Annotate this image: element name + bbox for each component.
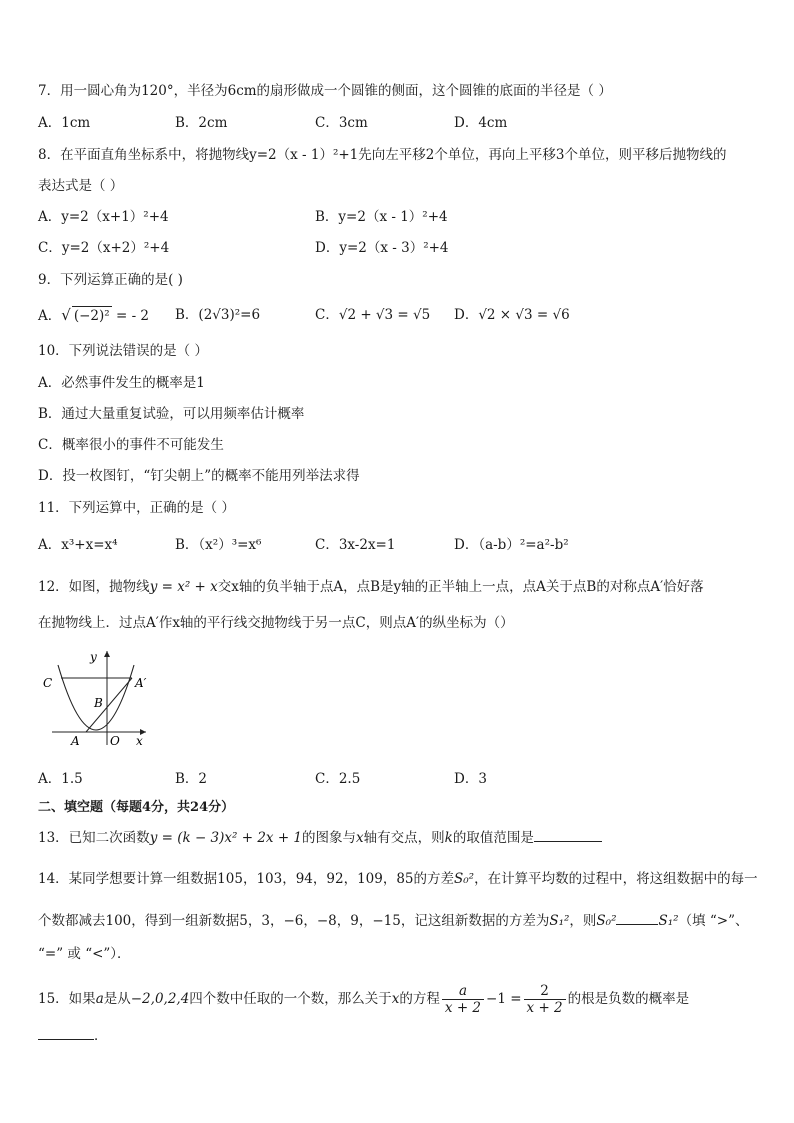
- q8-option-b: B．y=2（x - 1）²+4: [315, 209, 448, 225]
- label-c: C: [43, 676, 53, 690]
- q15-mid2: 四个数中任取的一个数，那么关于: [189, 991, 392, 1007]
- q12-option-b: B．2: [175, 771, 208, 787]
- q14-line3: “=” 或 “<”）．: [38, 946, 131, 962]
- q9-option-c: [315, 306, 430, 324]
- label-a: A: [71, 734, 80, 748]
- q15-fraction-1: [442, 983, 484, 1016]
- q9-option-b-label: B．: [175, 307, 199, 323]
- label-b: B: [94, 696, 103, 710]
- q9-option-a-label: A．: [38, 308, 62, 324]
- q14-s1: S₁²: [549, 913, 570, 929]
- q11-option-d: D．（a-b）²=a²-b²: [454, 537, 569, 553]
- q13-pre: 13．已知二次函数: [38, 830, 150, 846]
- q12-stem-line2: 在抛物线上．过点A′作x轴的平行线交抛物线于另一点C，则点A′的纵坐标为（）: [38, 615, 514, 631]
- q13-answer-blank[interactable]: [534, 827, 602, 842]
- q12-stem-pre: 12．如图，抛物线: [38, 579, 150, 595]
- q9-option-a-expr: (−2)²: [73, 308, 110, 324]
- q13-var-x: x: [356, 830, 364, 846]
- q15-frac2-den: x + 2: [526, 1000, 563, 1016]
- q13-var-k: k: [444, 830, 453, 846]
- q8-option-c: C．y=2（x+2）²+4: [38, 240, 170, 256]
- q14-line1-post: ，在计算平均数的过程中，将这组数据中的每一: [474, 871, 758, 887]
- q15-set: −2,0,2,4: [130, 991, 190, 1007]
- q15-var-a: a: [95, 991, 104, 1007]
- label-o: O: [110, 734, 120, 748]
- q14-s0: S₀²: [454, 871, 475, 887]
- q7-option-c: C．3cm: [315, 115, 368, 131]
- q11-option-a: A．x³+x=x⁴: [38, 537, 118, 553]
- q9-option-a-rhs: = - 2: [115, 308, 150, 324]
- q11-option-c: C．3x-2x=1: [315, 537, 396, 553]
- q14-line1: [38, 870, 758, 888]
- q10-stem: 10．下列说法错误的是（ ）: [38, 343, 208, 359]
- q12-expr: y = x² + x: [149, 579, 218, 595]
- q13-expr: y = (k − 3)x² + 2x + 1: [149, 830, 303, 846]
- q12-stem-line1: [38, 578, 704, 596]
- q12-stem-post: 交x轴的负半轴于点A，点B是y轴的正半轴上一点，点A关于点B的对称点A′恰好落: [217, 579, 704, 595]
- q13-mid2: 轴有交点，则: [363, 830, 445, 846]
- q13-mid: 的图象与: [302, 830, 357, 846]
- q12-option-a: A．1.5: [38, 771, 83, 787]
- q7-option-b: B．2cm: [175, 115, 228, 131]
- q9-option-b: [175, 306, 260, 324]
- q9-stem: 9．下列运算正确的是( ): [38, 272, 183, 288]
- q11-stem: 11．下列运算中，正确的是（ ）: [38, 500, 235, 516]
- q14-line1-pre: 14．某同学想要计算一组数据105，103，94，92，109，85的方差: [38, 871, 455, 887]
- q14-line2-pre: 个数都减去100，得到一组新数据5，3，−6，−8，9，−15，记这组新数据的方差为: [38, 913, 550, 929]
- q9-option-a: [38, 306, 149, 325]
- q15-answer-line: [38, 1025, 108, 1045]
- q9-option-b-expr: (2√3)²=6: [198, 307, 261, 323]
- q15-frac1-num: a: [442, 983, 484, 1000]
- q9-option-c-label: C．: [315, 307, 339, 323]
- q15-stem: [38, 982, 689, 1016]
- label-y: y: [90, 650, 97, 664]
- q9-option-c-expr: √2 + √3 = √5: [338, 307, 431, 323]
- q13-stem: [38, 827, 602, 847]
- q15-fraction-2: [524, 983, 566, 1016]
- q10-option-b: B．通过大量重复试验，可以用频率估计概率: [38, 406, 305, 422]
- q8-option-d: D．y=2（x - 3）²+4: [315, 240, 449, 256]
- q14-s1b: S₁²: [658, 913, 679, 929]
- q12-option-c: C．2.5: [315, 771, 361, 787]
- q12-parabola-figure: [38, 645, 158, 750]
- q14-answer-blank[interactable]: [616, 910, 658, 925]
- section-2-title: 二、填空题（每题4分，共24分）: [38, 800, 235, 815]
- label-x: x: [136, 734, 143, 748]
- q7-stem: 7．用一圆心角为120°，半径为6cm的扇形做成一个圆锥的侧面，这个圆锥的底面的半径是（ ）: [38, 83, 612, 99]
- q15-pre: 15．如果: [38, 991, 96, 1007]
- q15-mid: 是从: [103, 991, 131, 1007]
- q15-var-x: x: [391, 991, 400, 1007]
- q7-option-a: A．1cm: [38, 115, 91, 131]
- q12-option-d: D．3: [454, 771, 487, 787]
- q15-frac2-num: 2: [524, 983, 566, 1000]
- sqrt-icon: √: [61, 306, 71, 324]
- q8-option-a: A．y=2（x+1）²+4: [38, 209, 169, 225]
- q9-option-d-expr: √2 × √3 = √6: [478, 307, 570, 323]
- q14-line2: [38, 910, 748, 930]
- q10-option-c: C．概率很小的事件不可能发生: [38, 437, 224, 453]
- q9-option-d-label: D．: [454, 307, 479, 323]
- q10-option-a: A．必然事件发生的概率是1: [38, 375, 205, 391]
- q14-line2-mid: ，则: [569, 913, 597, 929]
- q11-option-b: B．（x²）³=x⁶: [175, 537, 262, 553]
- y-axis-arrow-icon: [104, 651, 110, 657]
- q9-option-d: [454, 306, 570, 324]
- segment-a-a-prime: [86, 678, 132, 732]
- q8-stem-line1: 8．在平面直角坐标系中，将抛物线y=2（x - 1）²+1先向左平移2个单位，再向上平移3个单位，则平移后抛物线的: [38, 147, 727, 163]
- q14-line2-post: （填 “>”、: [678, 913, 749, 929]
- q15-mid3: 的方程: [399, 991, 440, 1007]
- q7-option-d: D．4cm: [454, 115, 508, 131]
- q10-option-d: D．投一枚图钉，“钉尖朝上”的概率不能用列举法求得: [38, 468, 360, 484]
- q14-s0b: S₀²: [596, 913, 617, 929]
- q8-stem-line2: 表达式是（ ）: [38, 178, 124, 194]
- q15-answer-blank[interactable]: [38, 1025, 94, 1040]
- q15-eq-mid: −1 =: [486, 991, 522, 1007]
- q15-frac1-den: x + 2: [444, 1000, 482, 1016]
- q15-end: ．: [94, 1028, 108, 1044]
- q15-post: 的根是负数的概率是: [567, 991, 690, 1007]
- label-a-prime: A′: [135, 676, 147, 690]
- q13-post: 的取值范围是: [452, 830, 534, 846]
